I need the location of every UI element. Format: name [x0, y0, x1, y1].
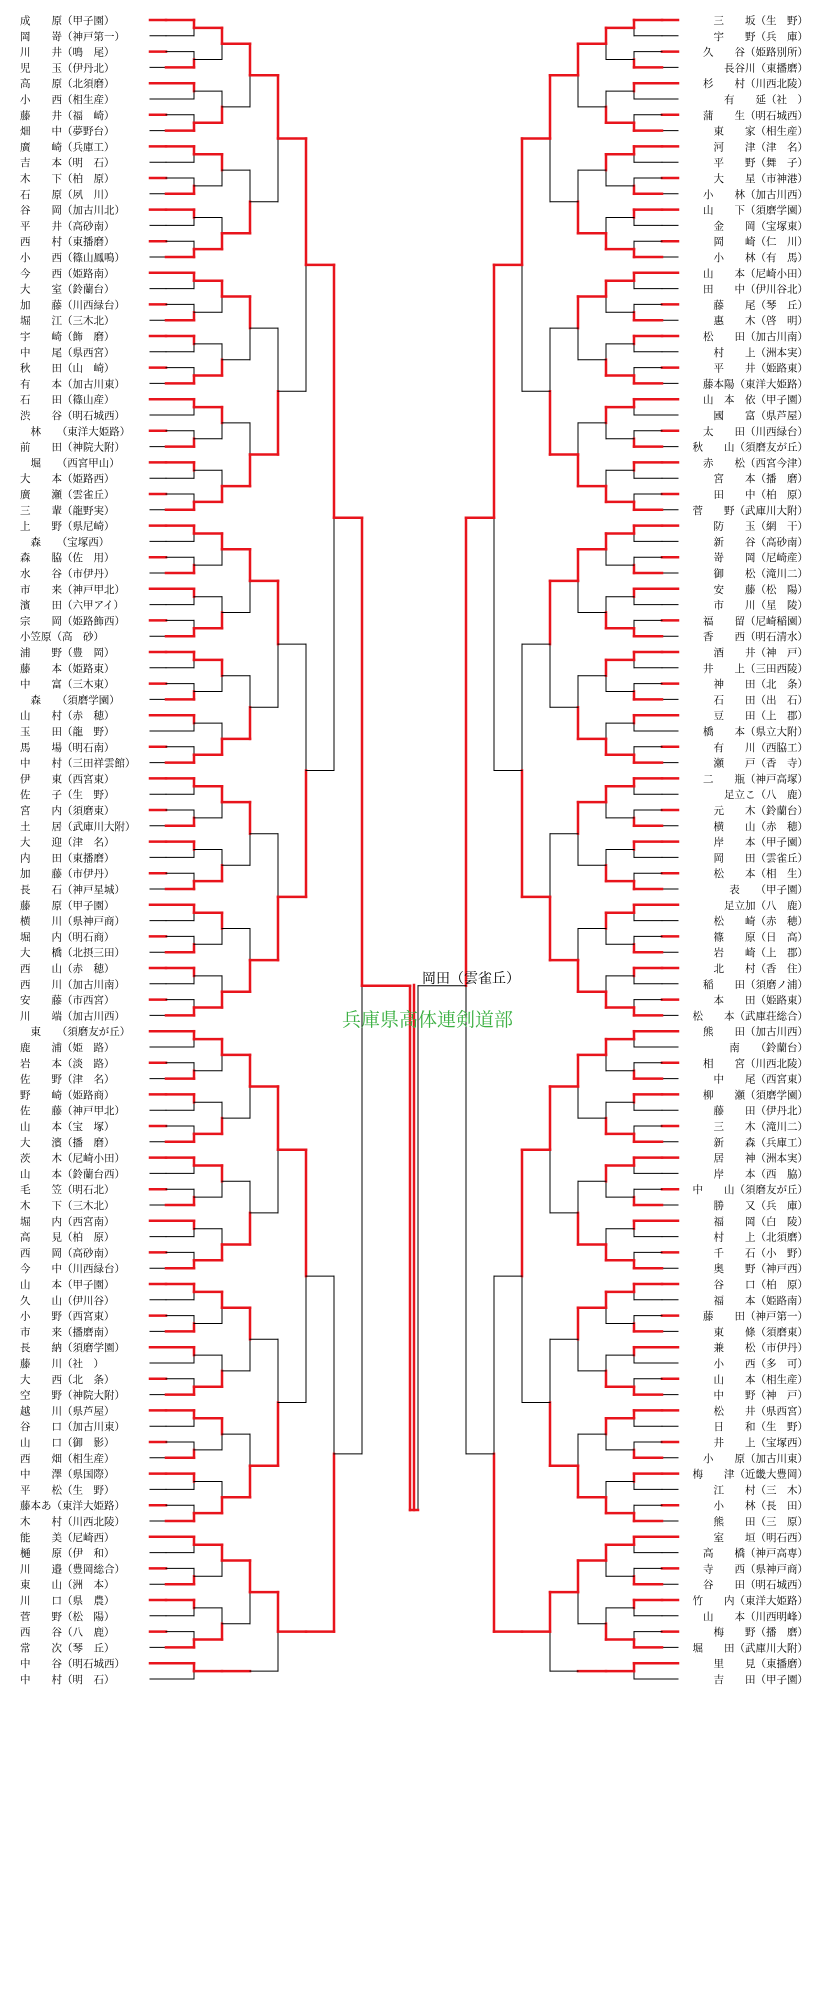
right-player-name: 平 野（舞 子）	[713, 157, 808, 170]
left-player-name: 上 野（県尼崎）	[20, 520, 115, 533]
right-player-name: 秋 山（須磨友が丘）	[692, 441, 808, 454]
right-player-name: 菅 野（武庫川大附）	[692, 504, 808, 517]
right-player-name: 三 木（滝川二）	[713, 1121, 808, 1133]
left-player-name: 横 川（県神戸商）	[20, 915, 125, 928]
right-player-name: 豆 田（上 郡）	[713, 710, 808, 723]
left-player-name: 中 谷（明石城西）	[20, 1658, 125, 1671]
right-player-name: 寺 西（県神戸商）	[703, 1563, 808, 1576]
right-player-name: 東 條（須磨東）	[713, 1326, 808, 1339]
left-player-name: 渋 谷（明石城西）	[20, 410, 125, 422]
left-player-name: 毛 笠（明石北）	[20, 1184, 115, 1197]
right-player-name: 表 （甲子園）	[718, 884, 808, 896]
left-player-name: 濱 田（六甲アイ）	[20, 599, 125, 612]
left-player-name: 山 本（鈴蘭台西）	[20, 1168, 125, 1181]
left-player-name: 中 村（三田祥雲館）	[20, 757, 136, 770]
left-player-name: 平 井（高砂南）	[20, 220, 115, 233]
left-player-name: 高 見（柏 原）	[20, 1231, 115, 1244]
right-player-name: 松 田（加古川南）	[703, 331, 808, 343]
left-player-name: 宮 内（須磨東）	[20, 805, 115, 817]
left-player-name: 今 中（川西緑台）	[20, 1263, 125, 1276]
left-player-name: 有 本（加古川東）	[20, 378, 125, 391]
right-player-name: 田 中（伊川谷北）	[703, 283, 808, 296]
right-player-name: 橋 本（県立大附）	[703, 726, 808, 738]
right-player-name: 河 津（津 名）	[713, 141, 808, 154]
left-player-name: 谷 口（加古川東）	[20, 1421, 125, 1434]
right-player-name: 熊 田（加古川西）	[703, 1026, 808, 1039]
right-player-name: 南 （鈴蘭台）	[718, 1042, 808, 1054]
left-player-name: 川 口（県 農）	[20, 1595, 115, 1607]
right-player-name: 相 宮（川西北陵）	[703, 1057, 808, 1070]
left-player-name: 西 谷（八 鹿）	[20, 1626, 115, 1639]
left-player-name: 西 岡（高砂南）	[20, 1247, 115, 1260]
right-player-name: 江 村（三 木）	[713, 1484, 808, 1497]
right-player-name: 井 上（三田西陵）	[703, 662, 808, 675]
left-player-name: 森 脇（佐 用）	[20, 552, 115, 565]
left-player-name: 加 藤（川西緑台）	[20, 299, 125, 312]
right-player-name: 山 本（川西明峰）	[703, 1610, 808, 1623]
right-player-name: 山 本（相生産）	[713, 1373, 808, 1386]
right-player-name: 松 本（武庫荘総合）	[692, 1010, 808, 1023]
right-player-name: 兼 松（市伊丹）	[713, 1342, 808, 1355]
left-player-name: 川 端（加古川西）	[20, 1010, 125, 1023]
right-player-name: 福 本（姫路南）	[713, 1294, 808, 1307]
right-player-name: 中 尾（西宮東）	[713, 1073, 808, 1086]
right-player-name: 居 神（洲本実）	[713, 1152, 808, 1165]
right-player-name: 梅 野（播 磨）	[713, 1626, 808, 1639]
left-player-name: 三 輩（龍野実）	[20, 504, 115, 517]
left-player-name: 大 橋（北摂三田）	[20, 947, 125, 960]
left-player-name: 長 納（須磨学園）	[20, 1342, 125, 1355]
right-player-name: 田 中（柏 原）	[713, 489, 808, 501]
right-player-name: 北 村（香 住）	[713, 963, 808, 975]
left-player-name: 小 西（篠山鳳鳴）	[20, 252, 125, 264]
left-player-name: 畑 中（夢野台）	[20, 125, 115, 138]
left-player-name: 長 石（神戸星城）	[20, 884, 125, 896]
right-player-name: 松 崎（赤 穂）	[713, 915, 808, 928]
left-player-name: 宗 岡（姫路飾西）	[20, 615, 125, 628]
left-player-name: 森 （須磨学園）	[20, 694, 120, 707]
left-player-name: 山 本（宝 塚）	[20, 1121, 115, 1133]
left-player-name: 西 村（東播磨）	[20, 236, 115, 249]
left-player-name: 西 山（赤 穂）	[20, 963, 115, 975]
right-player-name: 有 川（西脇工）	[713, 741, 808, 754]
left-player-name: 土 居（武庫川大附）	[20, 820, 136, 833]
left-player-name: 越 川（県芦屋）	[20, 1405, 115, 1418]
left-player-name: 大 西（北 条）	[20, 1373, 115, 1386]
right-player-name: 岸 本（甲子園）	[713, 836, 808, 849]
right-player-name: 三 坂（生 野）	[713, 15, 808, 27]
right-player-name: 小 林（有 馬）	[713, 252, 808, 264]
champion-label: 岡田（雲雀丘）	[422, 971, 520, 987]
right-player-name: 岡 田（雲雀丘）	[713, 852, 808, 865]
left-player-name: 大 濱（播 磨）	[20, 1136, 115, 1149]
right-player-name: 稲 田（須磨ノ浦）	[703, 978, 808, 991]
right-player-name: 新 谷（高砂南）	[713, 536, 808, 549]
right-player-name: 東 家（相生産）	[713, 125, 808, 138]
right-player-name: 長谷川（東播磨）	[724, 62, 808, 75]
left-player-name: 山 口（御 影）	[20, 1437, 115, 1449]
left-player-name: 玉 田（龍 野）	[20, 726, 115, 738]
left-player-name: 浦 野（豊 岡）	[20, 647, 115, 659]
left-player-name: 廣 崎（兵庫工）	[20, 141, 115, 154]
right-player-name: 御 松（滝川二）	[713, 568, 808, 580]
right-player-name: 柳 瀬（須磨学園）	[703, 1089, 808, 1102]
left-player-name: 藤本あ（東洋大姫路）	[20, 1500, 125, 1513]
right-player-name: 本 田（姫路東）	[713, 994, 808, 1007]
left-player-name: 藤 井（福 崎）	[20, 109, 115, 122]
right-player-name: 石 田（出 石）	[713, 694, 808, 707]
left-player-name: 佐 藤（神戸甲北）	[20, 1105, 125, 1118]
right-player-name: 千 石（小 野）	[713, 1247, 808, 1260]
left-player-name: 安 藤（市西宮）	[20, 994, 115, 1007]
left-player-name: 佐 子（生 野）	[20, 789, 115, 802]
right-player-name: 香 西（明石清水）	[703, 631, 808, 644]
right-player-name: 嵜 岡（尼崎産）	[713, 552, 808, 565]
left-player-name: 大 室（鈴蘭台）	[20, 283, 115, 296]
left-player-name: 菅 野（松 陽）	[20, 1610, 115, 1623]
right-player-name: 小 林（長 田）	[713, 1500, 808, 1513]
left-player-name: 久 山（伊川谷）	[20, 1294, 115, 1307]
right-player-name: 中 野（神 戸）	[713, 1389, 808, 1402]
right-player-name: 足立こ（八 鹿）	[724, 789, 808, 802]
right-player-name: 神 田（北 条）	[713, 678, 808, 691]
right-player-name: 山 本（尼崎小田）	[703, 267, 808, 280]
left-player-name: 西 川（加古川南）	[20, 978, 125, 991]
left-player-name: 市 来（神戸甲北）	[20, 583, 125, 596]
right-player-name: 防 玉（網 干）	[713, 520, 808, 533]
left-player-name: 加 藤（市伊丹）	[20, 868, 115, 881]
right-player-name: 岸 本（西 脇）	[713, 1168, 808, 1181]
right-player-name: 熊 田（三 原）	[713, 1516, 808, 1528]
right-player-name: 松 本（相 生）	[713, 868, 808, 881]
left-player-name: 水 谷（市伊丹）	[20, 568, 115, 580]
right-player-name: 梅 津（近畿大豊岡）	[692, 1468, 808, 1481]
right-player-name: 松 井（県西宮）	[713, 1405, 808, 1418]
left-player-name: 伊 東（西宮東）	[20, 773, 115, 786]
right-player-name: 金 岡（宝塚東）	[713, 220, 808, 233]
right-player-name: 杉 村（川西北陵）	[703, 78, 808, 91]
right-player-name: 福 岡（白 陵）	[713, 1215, 808, 1228]
right-player-name: 酒 井（神 戸）	[713, 647, 808, 659]
right-player-name: 市 川（星 陵）	[713, 599, 808, 612]
left-player-name: 野 崎（姫路商）	[20, 1089, 115, 1102]
right-player-name: 新 森（兵庫工）	[713, 1136, 808, 1149]
right-player-name: 瀬 戸（香 寺）	[713, 757, 808, 770]
right-player-name: 里 見（東播磨）	[713, 1658, 808, 1671]
right-player-name: 足立加（八 鹿）	[724, 899, 808, 912]
right-player-name: 吉 田（甲子園）	[713, 1674, 808, 1686]
left-player-name: 茨 木（尼崎小田）	[20, 1152, 125, 1165]
left-player-name: 森 （宝塚西）	[20, 536, 110, 549]
left-player-name: 空 野（神院大附）	[20, 1389, 125, 1402]
left-player-name: 小笠原（高 砂）	[20, 631, 104, 644]
left-player-name: 岩 本（淡 路）	[20, 1057, 115, 1070]
right-player-name: 谷 口（柏 原）	[713, 1279, 808, 1291]
bracket-lines	[150, 20, 678, 1679]
left-player-name: 能 美（尼崎西）	[20, 1531, 115, 1544]
left-player-name: 成 原（甲子園）	[20, 15, 115, 27]
left-player-name: 廣 瀬（雲雀丘）	[20, 489, 115, 501]
right-player-name: 山 本 依（甲子園）	[703, 394, 808, 407]
left-player-name: 木 下（三木北）	[20, 1200, 115, 1212]
right-player-name: 赤 松（西宮今津）	[703, 457, 808, 470]
right-player-name: 高 橋（神戸高専）	[703, 1547, 808, 1560]
left-player-name: 山 本（甲子園）	[20, 1279, 115, 1291]
right-player-name: 中 山（須磨友が丘）	[692, 1184, 808, 1197]
left-player-name: 藤 川（社 ）	[20, 1358, 104, 1370]
left-player-name: 内 田（東播磨）	[20, 852, 115, 865]
left-player-name: 木 村（川西北陵）	[20, 1516, 125, 1528]
right-player-name: 惠 木（啓 明）	[713, 315, 808, 328]
left-player-name: 佐 野（津 名）	[20, 1073, 115, 1086]
left-player-name: 常 次（琴 丘）	[20, 1642, 115, 1655]
left-player-name: 岡 嵜（神戸第一）	[20, 30, 125, 43]
left-player-name: 平 松（生 野）	[20, 1484, 115, 1497]
left-player-name: 川 邉（豊岡総合）	[20, 1563, 125, 1576]
left-player-name: 前 田（神院大附）	[20, 441, 125, 454]
right-player-name: 國 富（県芦屋）	[713, 410, 808, 422]
right-player-name: 大 星（市神港）	[713, 173, 808, 185]
left-player-name: 鹿 浦（姫 路）	[20, 1042, 115, 1054]
left-player-name: 西 畑（相生産）	[20, 1452, 115, 1465]
right-player-name: 宮 本（播 磨）	[713, 473, 808, 486]
right-player-name: 有 延（社 ）	[724, 94, 808, 106]
left-player-name: 中 村（明 石）	[20, 1674, 115, 1686]
left-player-name: 市 来（播磨南）	[20, 1326, 115, 1339]
left-player-name: 東 （須磨友が丘）	[20, 1026, 131, 1039]
right-player-name: 福 留（尼崎稲園）	[703, 615, 808, 628]
right-player-name: 蒲 生（明石城西）	[703, 109, 808, 122]
left-player-name: 堀 江（三木北）	[20, 315, 115, 328]
left-player-name: 山 村（赤 穂）	[20, 710, 115, 723]
left-player-name: 小 野（西宮東）	[20, 1310, 115, 1323]
right-player-name: 山 下（須磨学園）	[703, 204, 808, 217]
right-player-name: 藤 尾（琴 丘）	[713, 299, 808, 312]
left-player-name: 堀 内（明石商）	[20, 931, 115, 944]
right-player-name: 安 藤（松 陽）	[713, 583, 808, 596]
left-player-name: 樋 原（伊 和）	[20, 1547, 115, 1560]
left-player-name: 宇 崎（飾 磨）	[20, 331, 115, 343]
left-player-name: 川 井（鳴 尾）	[20, 46, 115, 59]
right-player-name: 小 西（多 可）	[713, 1358, 808, 1370]
right-player-name: 小 原（加古川東）	[703, 1452, 808, 1465]
right-player-name: 藤本陽（東洋大姫路）	[703, 378, 808, 391]
right-player-name: 藤 田（神戸第一）	[703, 1310, 808, 1323]
left-player-name: 大 迎（津 名）	[20, 836, 115, 849]
right-player-name: 藤 田（伊丹北）	[713, 1105, 808, 1118]
left-player-name: 小 西（相生産）	[20, 94, 115, 106]
left-player-name: 今 西（姫路南）	[20, 267, 115, 280]
right-player-name: 奥 野（神戸西）	[713, 1263, 808, 1276]
left-player-name: 藤 原（甲子園）	[20, 899, 115, 912]
left-player-name: 中 尾（県西宮）	[20, 346, 115, 359]
left-player-name: 秋 田（山 崎）	[20, 362, 115, 375]
right-player-name: 室 垣（明石西）	[713, 1531, 808, 1544]
right-player-name: 二 瓶（神戸高塚）	[703, 773, 808, 786]
left-player-name: 東 山（洲 本）	[20, 1579, 115, 1592]
left-player-name: 堀 内（西宮南）	[20, 1215, 115, 1228]
right-player-name: 篠 原（日 高）	[713, 931, 808, 944]
right-player-name: 小 林（加古川西）	[703, 188, 808, 201]
left-player-name: 中 澤（県国際）	[20, 1468, 115, 1481]
right-player-name: 村 上（洲本実）	[713, 346, 808, 359]
left-player-name: 木 下（柏 原）	[20, 173, 115, 185]
right-player-name: 堀 田（武庫川大附）	[692, 1642, 808, 1655]
right-player-name: 元 木（鈴蘭台）	[713, 805, 808, 817]
right-player-name: 竹 内（東洋大姫路）	[692, 1595, 808, 1607]
left-player-name: 石 原（夙 川）	[20, 188, 115, 201]
left-player-name: 中 富（三木東）	[20, 678, 115, 691]
right-player-name: 横 山（赤 穂）	[713, 820, 808, 833]
left-player-name: 馬 場（明石南）	[20, 741, 115, 754]
left-player-name: 吉 本（明 石）	[20, 157, 115, 170]
organization-title: 兵庫県高体連剣道部	[342, 1009, 514, 1031]
right-player-name: 岩 崎（上 郡）	[713, 947, 808, 960]
right-player-name: 勝 又（兵 庫）	[713, 1200, 808, 1212]
left-player-name: 堀 （西宮甲山）	[20, 457, 120, 470]
right-player-name: 宇 野（兵 庫）	[713, 30, 808, 43]
right-player-name: 日 和（生 野）	[713, 1421, 808, 1434]
right-player-name: 村 上（北須磨）	[713, 1231, 808, 1244]
left-player-name: 児 玉（伊丹北）	[20, 62, 115, 75]
right-player-name: 岡 崎（仁 川）	[713, 236, 808, 249]
right-player-name: 平 井（姫路東）	[713, 362, 808, 375]
left-player-name: 藤 本（姫路東）	[20, 662, 115, 675]
left-player-name: 石 田（篠山産）	[20, 394, 115, 407]
left-player-name: 大 本（姫路西）	[20, 473, 115, 486]
right-player-name: 太 田（川西緑台）	[703, 425, 808, 438]
left-player-name: 高 原（北須磨）	[20, 78, 115, 91]
right-player-name: 谷 田（明石城西）	[703, 1579, 808, 1592]
right-player-name: 久 谷（姫路別所）	[703, 46, 808, 59]
right-player-name: 井 上（宝塚西）	[713, 1437, 808, 1449]
left-player-name: 谷 岡（加古川北）	[20, 204, 125, 217]
left-player-name: 林 （東洋大姫路）	[20, 425, 131, 438]
